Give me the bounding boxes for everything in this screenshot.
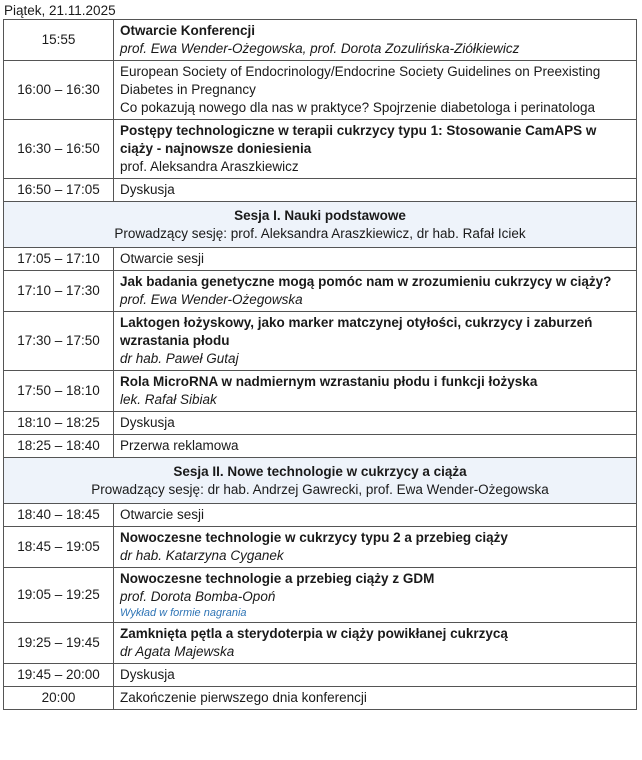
time-cell: 16:50 – 17:05 [4, 179, 114, 202]
content-cell [114, 312, 637, 371]
talk-line: Co pokazują nowego dla nas w praktyce? Spojrzenie diabetologa i perinatologa [120, 100, 596, 115]
table-row [4, 664, 637, 687]
content-cell: Zakończenie pierwszego dnia konferencji [114, 687, 637, 710]
time-cell: 18:45 – 19:05 [4, 527, 114, 568]
talk-title: Rola MicroRNA w nadmiernym wzrastaniu płodu i funkcji łożyska [120, 374, 538, 389]
session-chairs: Prowadzący sesję: dr hab. Andrzej Gawrecki, prof. Ewa Wender-Ożegowska [91, 482, 549, 497]
time-cell: 17:50 – 18:10 [4, 371, 114, 412]
content-cell [114, 20, 637, 61]
table-row [4, 61, 637, 120]
table-row [4, 568, 637, 623]
time-cell: 18:25 – 18:40 [4, 435, 114, 458]
speaker: lek. Rafał Sibiak [120, 392, 217, 407]
content-cell [114, 120, 637, 179]
speaker: prof. Ewa Wender-Ożegowska, prof. Dorota Zozulińska-Ziółkiewicz [120, 41, 520, 56]
talk-title: Otwarcie Konferencji [120, 23, 256, 38]
table-row [4, 623, 637, 664]
table-row [4, 20, 637, 61]
table-row [4, 371, 637, 412]
talk-title: Laktogen łożyskowy, jako marker matczynej otyłości, cukrzycy i zaburzeń wzrastania płodu [120, 315, 593, 348]
table-row [4, 271, 637, 312]
content-cell: Otwarcie sesji [114, 504, 637, 527]
session-title: Sesja I. Nauki podstawowe [234, 208, 406, 223]
talk-title: Nowoczesne technologie a przebieg ciąży z GDM [120, 571, 435, 586]
content-cell: Otwarcie sesji [114, 248, 637, 271]
talk-title: Postępy technologiczne w terapii cukrzycy typu 1: Stosowanie CamAPS w ciąży - najnowsze doniesienia [120, 123, 597, 156]
table-row [4, 179, 637, 202]
content-cell [114, 568, 637, 623]
time-cell: 19:05 – 19:25 [4, 568, 114, 623]
time-cell: 18:40 – 18:45 [4, 504, 114, 527]
table-row [4, 687, 637, 710]
content-cell [114, 371, 637, 412]
session-title: Sesja II. Nowe technologie w cukrzycy a ciąża [173, 464, 467, 479]
day-heading: Piątek, 21.11.2025 [4, 3, 116, 18]
time-cell: 15:55 [4, 20, 114, 61]
talk-title: Zamknięta pętla a sterydoterpia w ciąży powikłanej cukrzycą [120, 626, 508, 641]
time-cell: 16:00 – 16:30 [4, 61, 114, 120]
time-cell: 17:30 – 17:50 [4, 312, 114, 371]
session-header [4, 458, 637, 504]
speaker: prof. Dorota Bomba-Opoń [120, 589, 276, 604]
speaker: dr hab. Katarzyna Cyganek [120, 548, 284, 563]
speaker: prof. Ewa Wender-Ożegowska [120, 292, 303, 307]
speaker: dr hab. Paweł Gutaj [120, 351, 239, 366]
table-row [4, 527, 637, 568]
content-cell [114, 61, 637, 120]
talk-title: Jak badania genetyczne mogą pomóc nam w zrozumieniu cukrzycy w ciąży? [120, 274, 612, 289]
session-header [4, 202, 637, 248]
time-cell: 19:45 – 20:00 [4, 664, 114, 687]
time-cell: 16:30 – 16:50 [4, 120, 114, 179]
table-row [4, 504, 637, 527]
table-row [4, 412, 637, 435]
session-header-row [4, 458, 637, 504]
talk-title: Nowoczesne technologie w cukrzycy typu 2 a przebieg ciąży [120, 530, 508, 545]
time-cell: 17:10 – 17:30 [4, 271, 114, 312]
time-cell: 17:05 – 17:10 [4, 248, 114, 271]
content-cell [114, 271, 637, 312]
speaker: dr Agata Majewska [120, 644, 235, 659]
recorded-note: Wykład w formie nagrania [120, 607, 247, 619]
content-cell: Dyskusja [114, 664, 637, 687]
time-cell: 18:10 – 18:25 [4, 412, 114, 435]
table-row [4, 248, 637, 271]
content-cell [114, 623, 637, 664]
table-row [4, 312, 637, 371]
content-cell: Dyskusja [114, 412, 637, 435]
program-table [3, 19, 637, 710]
content-cell: Dyskusja [114, 179, 637, 202]
session-chairs: Prowadzący sesję: prof. Aleksandra Araszkiewicz, dr hab. Rafał Iciek [114, 226, 526, 241]
talk-line: European Society of Endocrinology/Endocrine Society Guidelines on Preexisting Diabetes in Pregnancy [120, 64, 601, 97]
content-cell: Przerwa reklamowa [114, 435, 637, 458]
time-cell: 20:00 [4, 687, 114, 710]
table-row [4, 435, 637, 458]
time-cell: 19:25 – 19:45 [4, 623, 114, 664]
table-row [4, 120, 637, 179]
content-cell [114, 527, 637, 568]
speaker: prof. Aleksandra Araszkiewicz [120, 159, 299, 174]
session-header-row [4, 202, 637, 248]
